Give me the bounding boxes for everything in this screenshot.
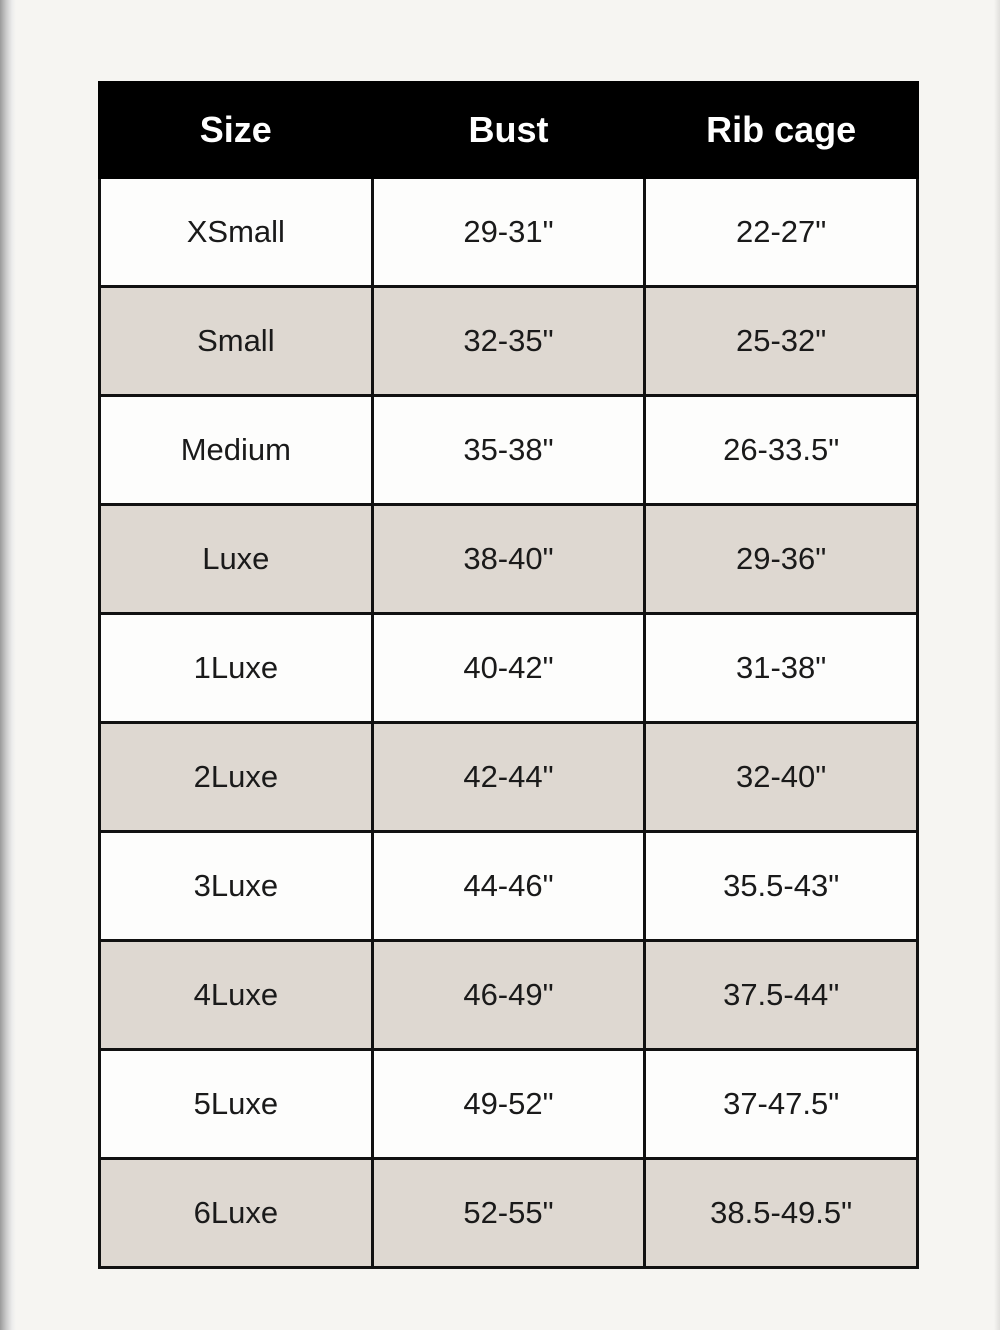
rib-cage-cell: 22-27" — [645, 178, 918, 287]
size-cell: Luxe — [100, 505, 373, 614]
rib-cage-cell: 31-38" — [645, 614, 918, 723]
rib-cage-cell: 38.5-49.5" — [645, 1159, 918, 1268]
rib-cage-cell: 26-33.5" — [645, 396, 918, 505]
bust-cell: 52-55" — [372, 1159, 645, 1268]
size-cell: 2Luxe — [100, 723, 373, 832]
size-chart-table — [98, 81, 919, 1269]
page-edge-shadow-right — [994, 0, 1000, 1330]
size-cell: XSmall — [100, 178, 373, 287]
size-cell: Medium — [100, 396, 373, 505]
size-cell: 5Luxe — [100, 1050, 373, 1159]
rib-cage-cell: 37-47.5" — [645, 1050, 918, 1159]
bust-cell: 38-40" — [372, 505, 645, 614]
bust-cell: 35-38" — [372, 396, 645, 505]
table-row — [100, 832, 918, 941]
table-row — [100, 723, 918, 832]
rib-cage-cell: 29-36" — [645, 505, 918, 614]
table-row — [100, 614, 918, 723]
bust-cell: 32-35" — [372, 287, 645, 396]
size-cell: Small — [100, 287, 373, 396]
table-header — [100, 83, 918, 178]
bust-cell: 40-42" — [372, 614, 645, 723]
rib-cage-cell: 35.5-43" — [645, 832, 918, 941]
table-row — [100, 287, 918, 396]
rib-cage-cell: 37.5-44" — [645, 941, 918, 1050]
header-bust: Bust — [372, 83, 645, 178]
table-row — [100, 1159, 918, 1268]
header-size: Size — [100, 83, 373, 178]
table-row — [100, 941, 918, 1050]
page-edge-shadow — [0, 0, 16, 1330]
table-row — [100, 1050, 918, 1159]
header-row — [100, 83, 918, 178]
table-row — [100, 396, 918, 505]
table-body — [100, 178, 918, 1268]
header-rib-cage: Rib cage — [645, 83, 918, 178]
table-row — [100, 505, 918, 614]
rib-cage-cell: 25-32" — [645, 287, 918, 396]
size-cell: 1Luxe — [100, 614, 373, 723]
bust-cell: 46-49" — [372, 941, 645, 1050]
bust-cell: 49-52" — [372, 1050, 645, 1159]
bust-cell: 42-44" — [372, 723, 645, 832]
rib-cage-cell: 32-40" — [645, 723, 918, 832]
bust-cell: 44-46" — [372, 832, 645, 941]
table-row — [100, 178, 918, 287]
size-cell: 4Luxe — [100, 941, 373, 1050]
bust-cell: 29-31" — [372, 178, 645, 287]
size-cell: 6Luxe — [100, 1159, 373, 1268]
size-cell: 3Luxe — [100, 832, 373, 941]
